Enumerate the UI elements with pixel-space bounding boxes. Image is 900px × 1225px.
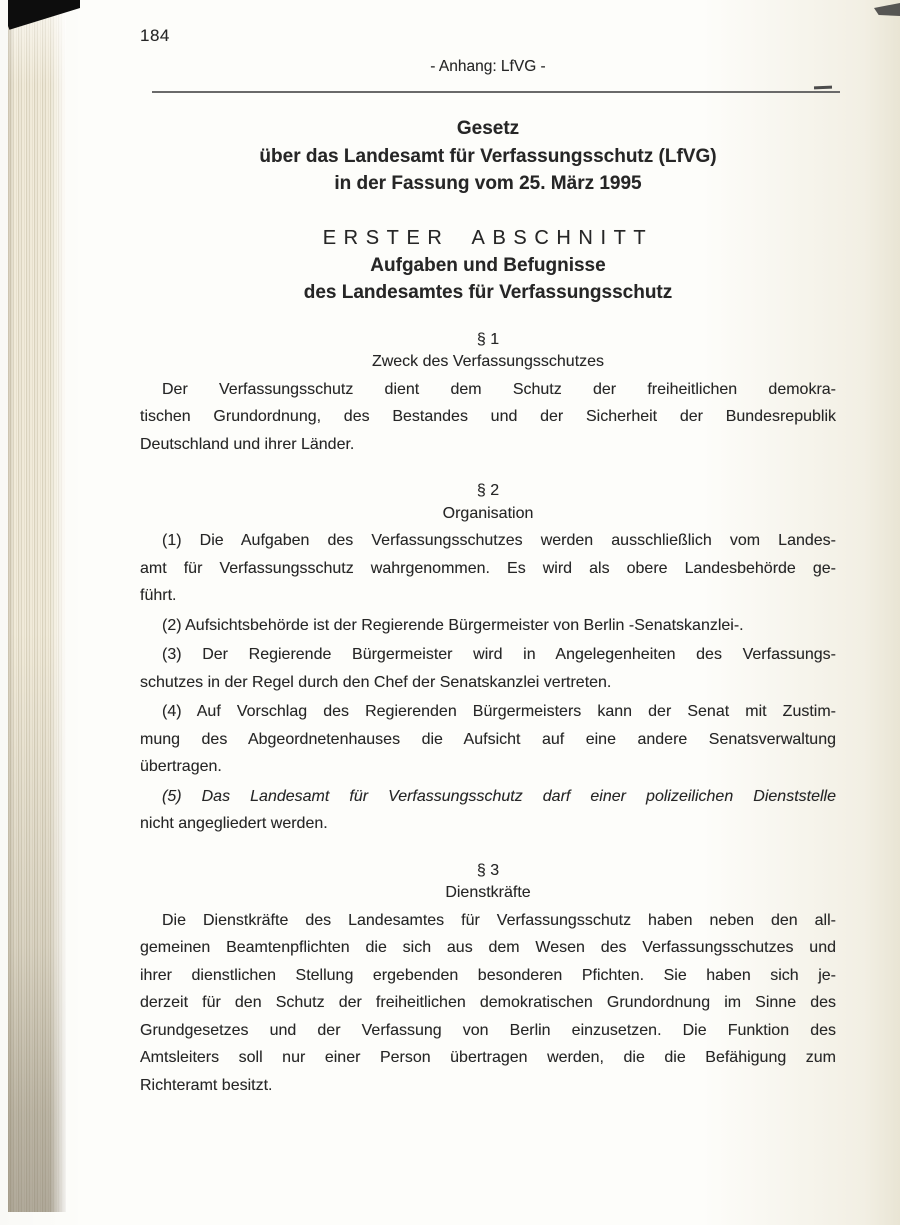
chapter-heading-line1: ERSTER ABSCHNITT (322, 226, 654, 249)
paragraph-line: Die Dienstkräfte des Landesamtes für Verfassungsschutz haben neben den all- (162, 911, 836, 929)
law-section (140, 329, 836, 459)
paragraph (140, 376, 836, 459)
paragraph-line: (4) Auf Vorschlag des Regierenden Bürgermeisters kann der Senat mit Zustim- (162, 703, 836, 720)
section-symbol: § 1 (476, 330, 500, 348)
running-header: - Anhang: LfVG - (430, 58, 546, 75)
law-section (140, 860, 836, 1100)
chapter-heading-line2: Aufgaben und Befugnisse (370, 254, 606, 276)
paragraph (140, 783, 836, 838)
law-title-line3: in der Fassung vom 25. März 1995 (334, 173, 642, 194)
section-heading: Dienstkräfte (445, 884, 531, 901)
paragraph-line: übertragen. (140, 758, 222, 775)
chapter-heading-line3: des Landesamtes für Verfassungsschutz (303, 282, 673, 303)
section-heading: Organisation (442, 504, 534, 522)
paragraph (140, 612, 836, 640)
paragraph-line: (2) Aufsichtsbehörde ist der Regierende Bürgermeister von Berlin -Senatskanzlei-. (162, 616, 744, 634)
paragraph (140, 907, 836, 1100)
section-heading: Zweck des Verfassungsschutzes (371, 353, 605, 370)
section-symbol: § 2 (476, 482, 500, 499)
header-rule (152, 91, 840, 93)
paragraph (140, 527, 836, 610)
paragraph-line: (5) Das Landesamt für Verfassungsschutz darf einer polizeilichen Dienststelle (162, 787, 836, 805)
law-title-line1: Gesetz (456, 118, 520, 139)
paragraph-line: schutzes in der Regel durch den Chef der Senatskanzlei vertreten. (140, 673, 612, 691)
paragraph-line: tischen Grundordnung, des Bestandes und der Sicherheit der Bundesrepublik (140, 408, 836, 425)
paragraph-line: gemeinen Beamtenpflichten die sich aus dem Wesen des Verfassungsschutzes und (140, 939, 836, 956)
paragraph-line: führt. (140, 587, 177, 604)
section-symbol: § 3 (476, 861, 500, 879)
paragraph-line: Grundgesetzes und der Verfassung von Berlin einzusetzen. Die Funktion des (140, 1021, 836, 1039)
paragraph (140, 641, 836, 696)
paragraph-line: amt für Verfassungsschutz wahrgenommen. Es wird als obere Landesbehörde ge- (140, 559, 836, 577)
paragraph (140, 698, 836, 781)
page-content (140, 0, 836, 1099)
scan-artifact-top-right (874, 3, 900, 16)
paragraph-line: mung des Abgeordnetenhauses die Aufsicht auf eine andere Senatsverwaltung (140, 730, 836, 748)
chapter-heading (140, 224, 836, 307)
paragraph-line: Amtsleiters soll nur einer Person übertragen werden, die die Befähigung zum (140, 1049, 836, 1066)
book-page-edges (8, 0, 66, 1212)
paragraph-line: derzeit für den Schutz der freiheitlichen demokratischen Grundordnung im Sinne des (140, 994, 836, 1011)
paragraph-line: Der Verfassungsschutz dient dem Schutz der freiheitlichen demokra- (162, 380, 836, 398)
paragraph-line: (3) Der Regierende Bürgermeister wird in Angelegenheiten des Verfassungs- (162, 646, 836, 663)
paragraph-line: ihrer dienstlichen Stellung ergebenden besonderen Pfichten. Sie haben sich je- (140, 966, 836, 984)
sections (140, 329, 836, 1100)
law-title-line2: über das Landesamt für Verfassungsschutz (LfVG) (259, 145, 717, 167)
paragraph-line: Deutschland und ihrer Länder. (140, 435, 355, 453)
paragraph-line: Richteramt besitzt. (140, 1076, 273, 1094)
law-section (140, 480, 836, 838)
law-title (140, 115, 836, 198)
page-number: 184 (140, 26, 170, 45)
paragraph-line: nicht angegliedert werden. (140, 815, 328, 832)
paragraph-line: (1) Die Aufgaben des Verfassungsschutzes werden ausschließlich vom Landes- (162, 532, 836, 549)
